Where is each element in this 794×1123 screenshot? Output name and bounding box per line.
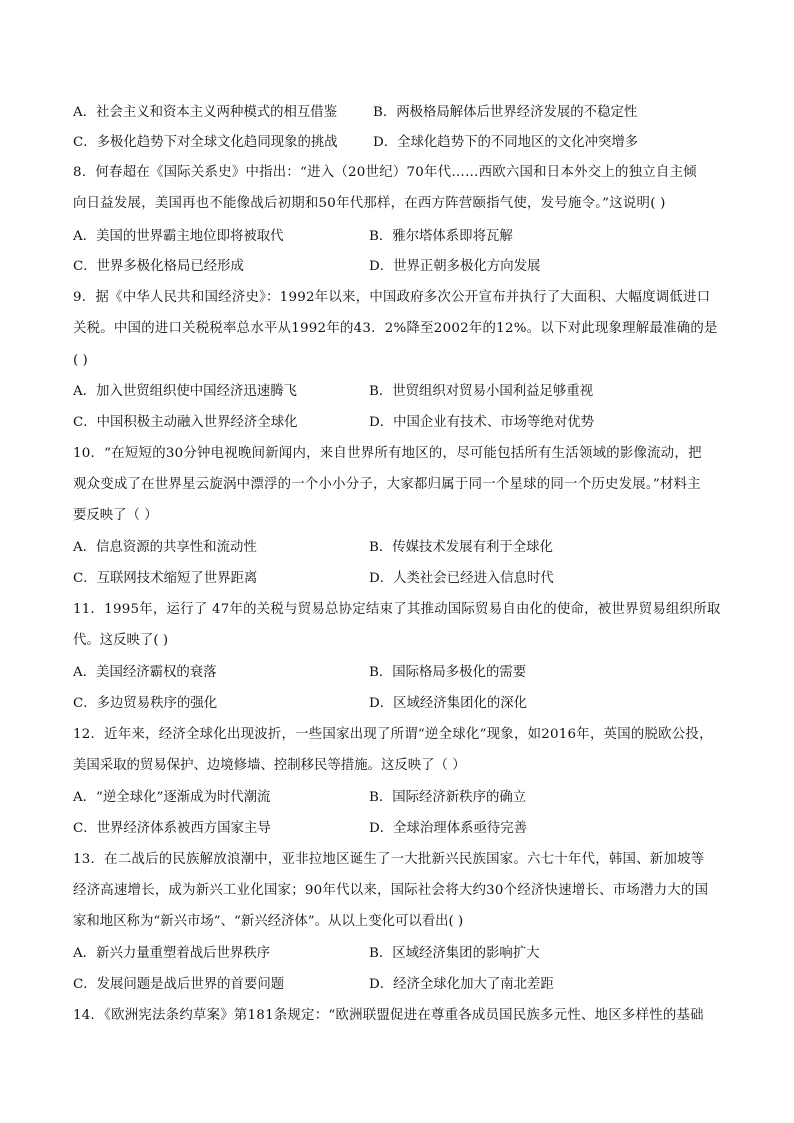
q7-option-b[interactable]: B．两极格局解体后世界经济发展的不稳定性: [373, 105, 638, 120]
q10-stem-line-2: 观众变成了在世界星云旋涡中漂浮的一个小小分子，大家都归属于同一个星球的同一个历史发展。”材料主: [73, 477, 701, 492]
q11-option-c[interactable]: C．多边贸易秩序的强化: [73, 696, 218, 711]
q12-stem-line-2: 美国采取的贸易保护、边境修墙、控制移民等措施。这反映了（ ）: [73, 758, 466, 773]
q13-option-d[interactable]: D．经济全球化加大了南北差距: [369, 977, 554, 992]
q13-option-b[interactable]: B．区域经济集团的影响扩大: [369, 946, 540, 961]
q8-stem-line-2: 向日益发展，美国再也不能像战后初期和50年代那样，在西方阵营颐指气使，发号施令。”这说明( ): [73, 196, 666, 211]
q10-option-b[interactable]: B．传媒技术发展有利于全球化: [369, 540, 553, 555]
q10-stem-line-1: 10．“在短短的30分钟电视晚间新闻内，来自世界所有地区的，尽可能包括所有生活领域的影像流动，把: [73, 446, 702, 461]
q7-option-c[interactable]: C．多极化趋势下对全球文化趋同现象的挑战: [73, 135, 338, 150]
q13-stem-line-1: 13．在二战后的民族解放浪潮中，亚非拉地区诞生了一大批新兴民族国家。六七十年代，韩国、新加坡等: [73, 852, 705, 867]
q7-option-a[interactable]: A．社会主义和资本主义两种模式的相互借鉴: [73, 105, 338, 120]
q11-option-a[interactable]: A．美国经济霸权的衰落: [73, 665, 217, 680]
q10-option-c[interactable]: C．互联网技术缩短了世界距离: [73, 571, 258, 586]
q12-option-d[interactable]: D．全球治理体系亟待完善: [369, 821, 528, 836]
q7-option-d[interactable]: D．全球化趋势下的不同地区的文化冲突增多: [373, 135, 639, 150]
q10-option-a[interactable]: A．信息资源的共享性和流动性: [73, 540, 257, 555]
q12-option-a[interactable]: A．“逆全球化”逐渐成为时代潮流: [73, 790, 271, 805]
q9-stem-line-3: ( ): [73, 353, 88, 368]
q8-stem-line-1: 8．何春超在《国际关系史》中指出：“进入（20世纪）70年代……西欧六国和日本外交上的独立自主倾: [73, 165, 697, 180]
q10-option-d[interactable]: D．人类社会已经进入信息时代: [369, 571, 554, 586]
q8-option-b[interactable]: B．雅尔塔体系即将瓦解: [369, 229, 513, 244]
q12-option-b[interactable]: B．国际经济新秩序的确立: [369, 790, 527, 805]
q13-option-c[interactable]: C．发展问题是战后世界的首要问题: [73, 977, 285, 992]
q9-stem-line-1: 9．据《中华人民共和国经济史》：1992年以来，中国政府多次公开宣布并执行了大面积、大幅度调低进口: [73, 290, 711, 305]
q8-option-c[interactable]: C．世界多极化格局已经形成: [73, 259, 244, 274]
q13-option-a[interactable]: A．新兴力量重塑着战后世界秩序: [73, 946, 271, 961]
q9-stem-line-2: 关税。中国的进口关税税率总水平从1992年的43．2%降至2002年的12%。以下对此现象理解最准确的是: [73, 321, 718, 336]
q14-stem-line-1: 14．《欧洲宪法条约草案》第181条规定：“欧洲联盟促进在尊重各成员国民族多元性、地区多样性的基础: [73, 1008, 704, 1023]
q8-option-d[interactable]: D．世界正朝多极化方向发展: [369, 259, 541, 274]
q11-option-b[interactable]: B．国际格局多极化的需要: [369, 665, 527, 680]
q8-option-a[interactable]: A．美国的世界霸主地位即将被取代: [73, 229, 284, 244]
q11-option-d[interactable]: D．区域经济集团化的深化: [369, 696, 528, 711]
q11-stem-line-2: 代。这反映了( ): [73, 633, 169, 648]
q11-stem-line-1: 11．1995年，运行了 47年的关税与贸易总协定结束了其推动国际贸易自由化的使命，被世界贸易组织所取: [73, 602, 721, 617]
q12-stem-line-1: 12．近年来，经济全球化出现波折，一些国家出现了所谓“逆全球化”现象，如2016年，英国的脱欧公投，: [73, 727, 713, 742]
q9-option-b[interactable]: B．世贸组织对贸易小国利益足够重视: [369, 384, 594, 399]
q12-option-c[interactable]: C．世界经济体系被西方国家主导: [73, 821, 271, 836]
q13-stem-line-3: 家和地区称为“新兴市场”、“新兴经济体”。从以上变化可以看出( ): [73, 914, 464, 929]
q9-option-d[interactable]: D．中国企业有技术、市场等绝对优势: [369, 415, 594, 430]
q9-option-a[interactable]: A．加入世贸组织使中国经济迅速腾飞: [73, 384, 297, 399]
q10-stem-line-3: 要反映了（ ）: [73, 508, 158, 523]
q9-option-c[interactable]: C．中国积极主动融入世界经济全球化: [73, 415, 298, 430]
q13-stem-line-2: 经济高速增长，成为新兴工业化国家；90年代以来，国际社会将大约30个经济快速增长、市场潜力大的国: [73, 883, 709, 898]
